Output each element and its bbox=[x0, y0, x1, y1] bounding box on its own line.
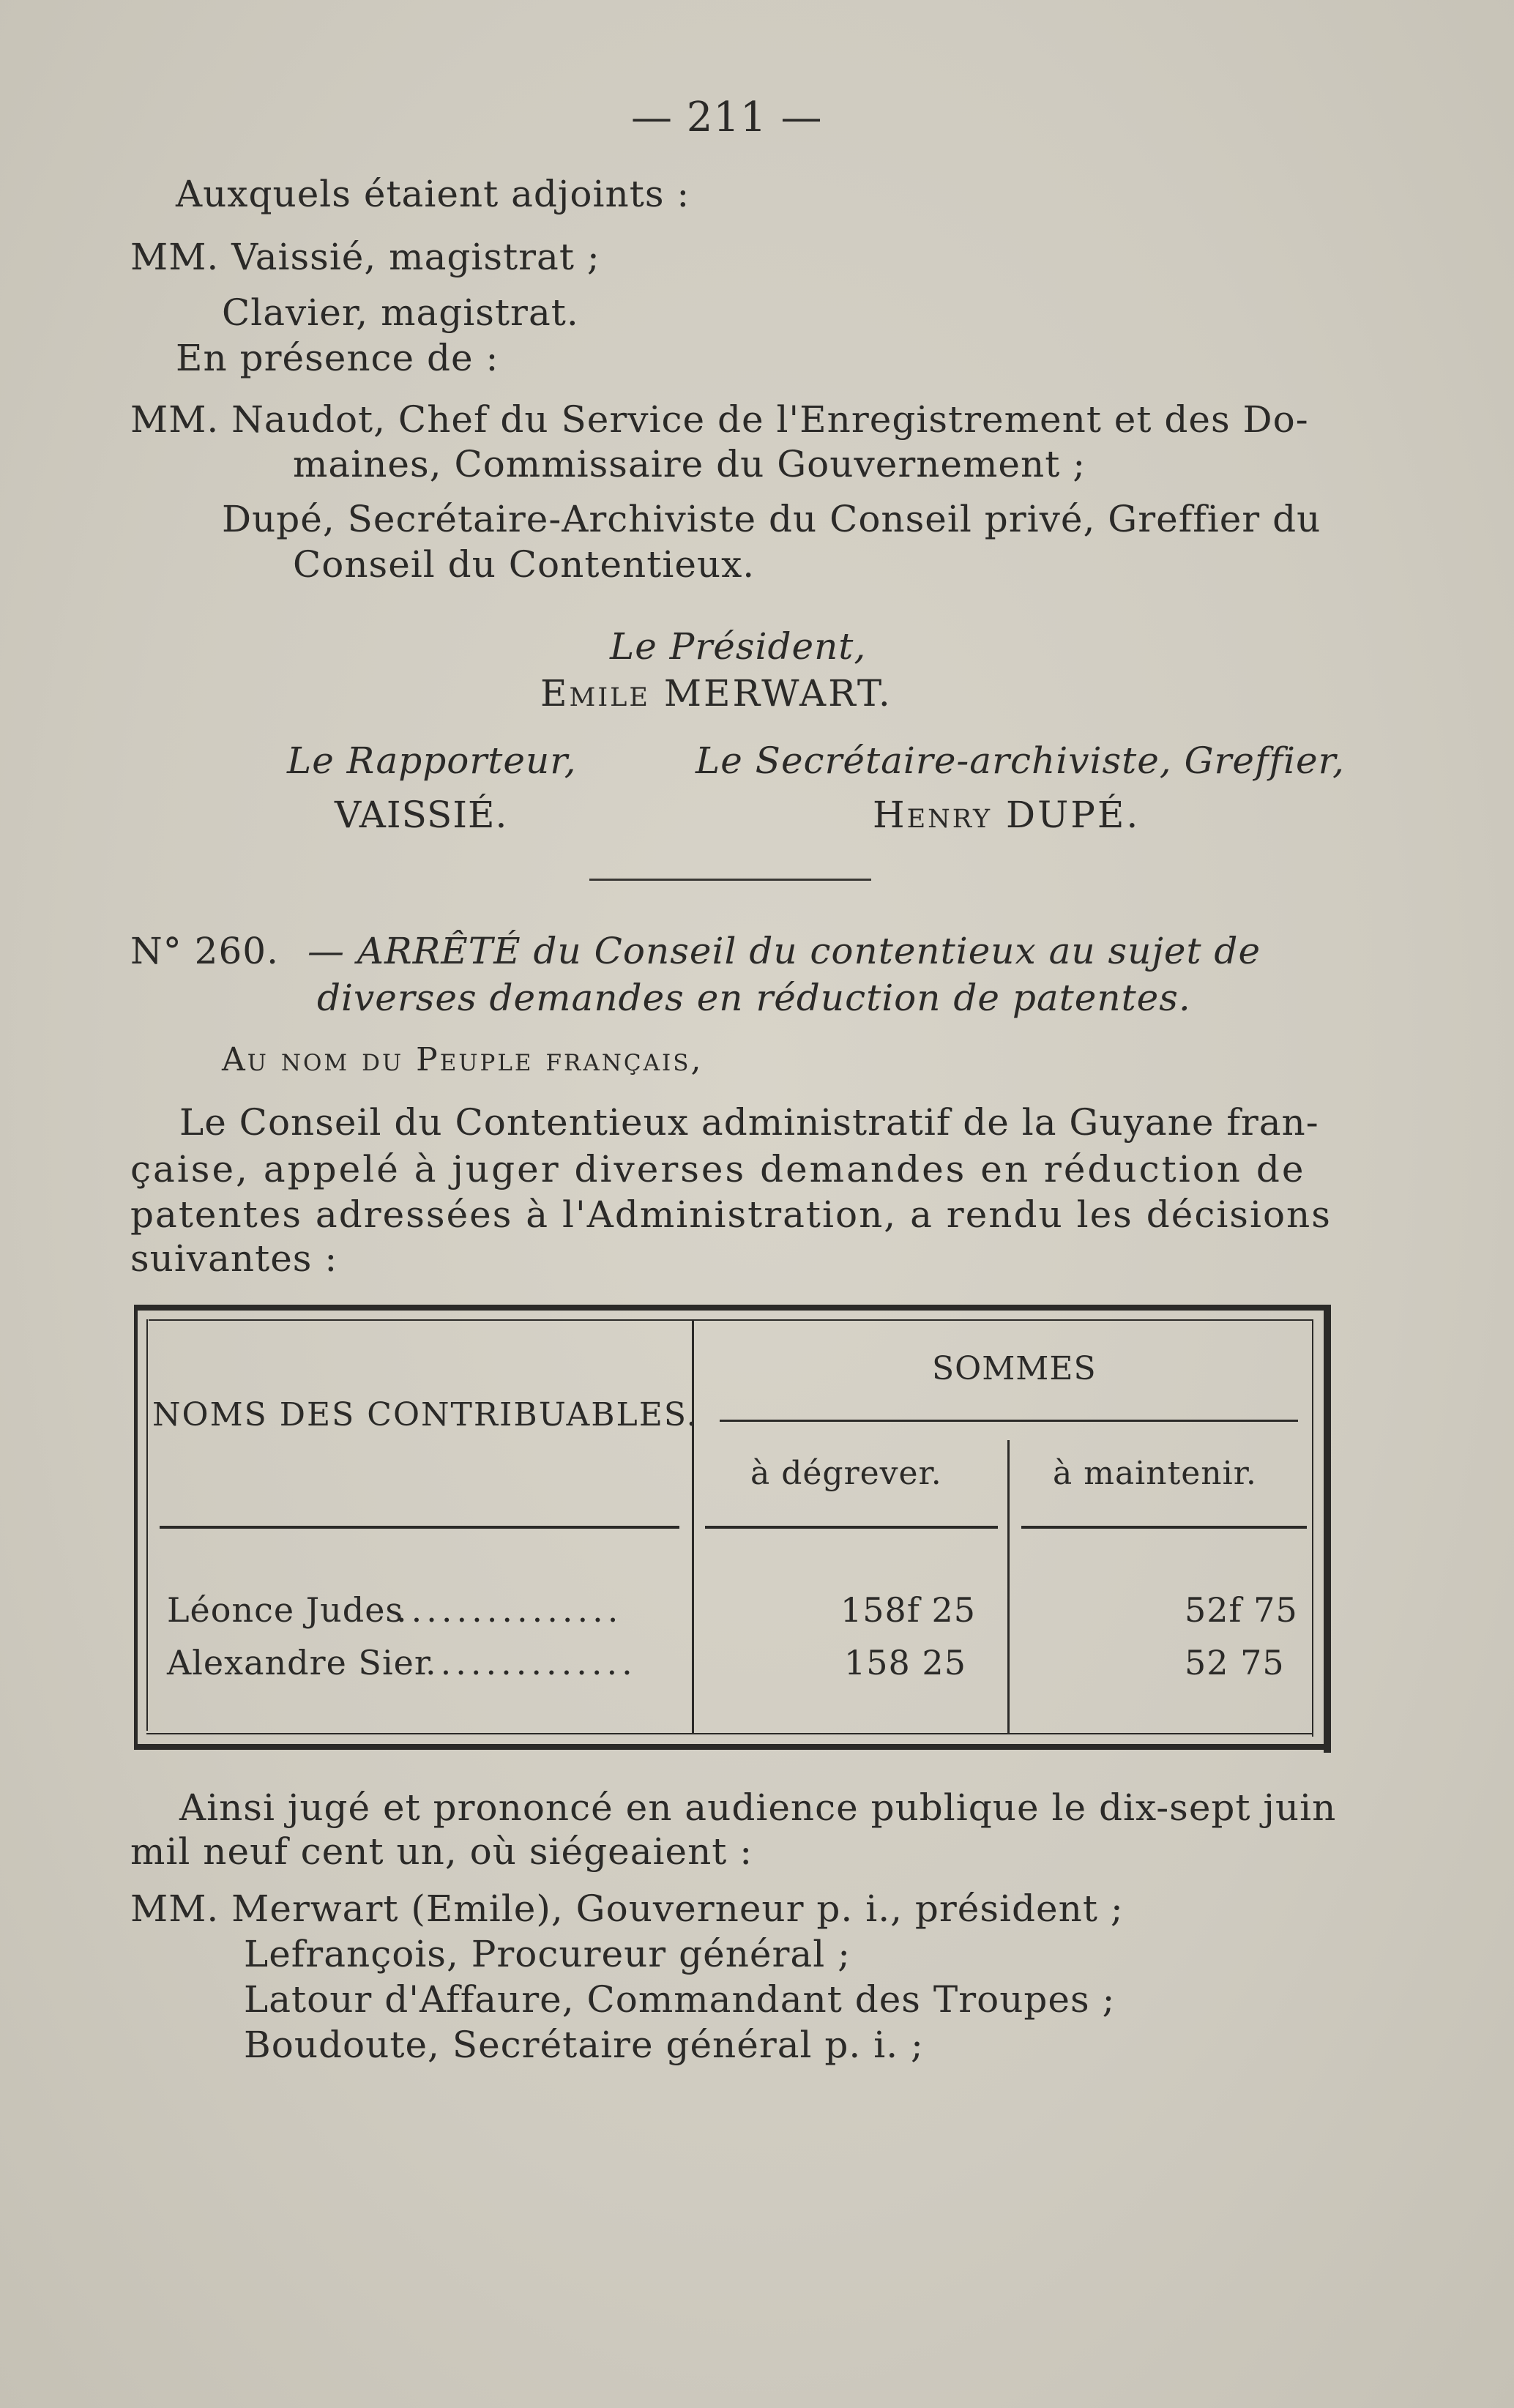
row-1-degrever: 158f 25 bbox=[840, 1590, 976, 1630]
sommes-underline bbox=[720, 1420, 1298, 1422]
row-1-maintenir: 52f 75 bbox=[1185, 1590, 1298, 1630]
closing-line: Boudoute, Secrétaire général p. i. ; bbox=[244, 2024, 924, 2066]
names-header: NOMS DES CONTRIBUABLES. bbox=[152, 1396, 698, 1434]
presence-intro: En présence de : bbox=[176, 337, 499, 379]
president-title: Le Président, bbox=[610, 625, 867, 668]
presence-line: MM. Naudot, Chef du Service de l'Enregistrement et des Do- bbox=[130, 398, 1309, 441]
column-divider-sommes bbox=[1007, 1440, 1010, 1734]
body-line: patentes adressées à l'Administration, a rendu les décisions bbox=[130, 1193, 1332, 1236]
table-right-border bbox=[1324, 1305, 1331, 1753]
secretaire-name: Henry DUPÉ. bbox=[873, 794, 1141, 836]
header-separator-maintenir bbox=[1021, 1526, 1307, 1529]
table-left-inner-border bbox=[146, 1319, 148, 1731]
contribuables-table bbox=[134, 1305, 1337, 1760]
row-2-leader: .............. bbox=[425, 1643, 637, 1682]
column-divider-names bbox=[692, 1319, 694, 1734]
presence-line: Conseil du Contentieux. bbox=[293, 543, 756, 586]
rapporteur-name: VAISSIÉ. bbox=[335, 794, 508, 836]
adjoints-intro: Auxquels étaient adjoints : bbox=[176, 173, 690, 215]
member-line: MM. Vaissié, magistrat ; bbox=[130, 236, 600, 278]
degrever-header: à dégrever. bbox=[750, 1455, 942, 1492]
closing-line: Latour d'Affaure, Commandant des Troupes ; bbox=[244, 1978, 1116, 2021]
closing-line: mil neuf cent un, où siégeaient : bbox=[130, 1830, 753, 1873]
table-top-inner-border bbox=[149, 1319, 1313, 1321]
arrete-title-2: diverses demandes en réduction de patentes. bbox=[317, 977, 1191, 1019]
row-2-name: Alexandre Sier bbox=[167, 1643, 431, 1682]
body-line: çaise, appelé à juger diverses demandes en réduction de bbox=[130, 1148, 1306, 1190]
row-2-maintenir: 52 75 bbox=[1185, 1643, 1285, 1682]
row-1-leader: ............... bbox=[396, 1590, 623, 1630]
row-2-degrever: 158 25 bbox=[844, 1643, 966, 1682]
arrete-number: N° 260. bbox=[130, 930, 279, 972]
closing-line: MM. Merwart (Emile), Gouverneur p. i., président ; bbox=[130, 1887, 1124, 1930]
presence-line: Dupé, Secrétaire-Archiviste du Conseil privé, Greffier du bbox=[222, 498, 1321, 540]
member-line: Clavier, magistrat. bbox=[222, 291, 579, 334]
page-number: — 211 — bbox=[631, 94, 823, 141]
rapporteur-title: Le Rapporteur, bbox=[287, 739, 577, 782]
closing-line: Lefrançois, Procureur général ; bbox=[244, 1933, 851, 1975]
table-bottom-inner-border bbox=[146, 1733, 1312, 1734]
secretaire-title: Le Secrétaire-archiviste, Greffier, bbox=[696, 739, 1345, 782]
row-1-name: Léonce Judes bbox=[167, 1590, 404, 1630]
president-name: Emile MERWART. bbox=[540, 672, 892, 715]
closing-line: Ainsi jugé et prononcé en audience publique le dix-sept juin bbox=[179, 1786, 1337, 1829]
table-left-border bbox=[134, 1305, 138, 1744]
sommes-header: SOMMES bbox=[932, 1350, 1097, 1387]
header-separator-names bbox=[160, 1526, 679, 1529]
section-divider bbox=[589, 879, 871, 881]
table-bottom-border bbox=[134, 1744, 1331, 1750]
arrete-title-1: — ARRÊTÉ du Conseil du contentieux au sujet de bbox=[307, 930, 1261, 972]
maintenir-header: à maintenir. bbox=[1053, 1455, 1257, 1492]
au-nom-line: Au nom du Peuple français, bbox=[222, 1041, 704, 1078]
table-top-border bbox=[134, 1305, 1327, 1311]
body-line: Le Conseil du Contentieux administratif de la Guyane fran- bbox=[179, 1101, 1319, 1144]
table-right-inner-border bbox=[1312, 1319, 1313, 1737]
body-line: suivantes : bbox=[130, 1237, 338, 1280]
header-separator-degrever bbox=[705, 1526, 998, 1529]
presence-line: maines, Commissaire du Gouvernement ; bbox=[293, 443, 1086, 485]
